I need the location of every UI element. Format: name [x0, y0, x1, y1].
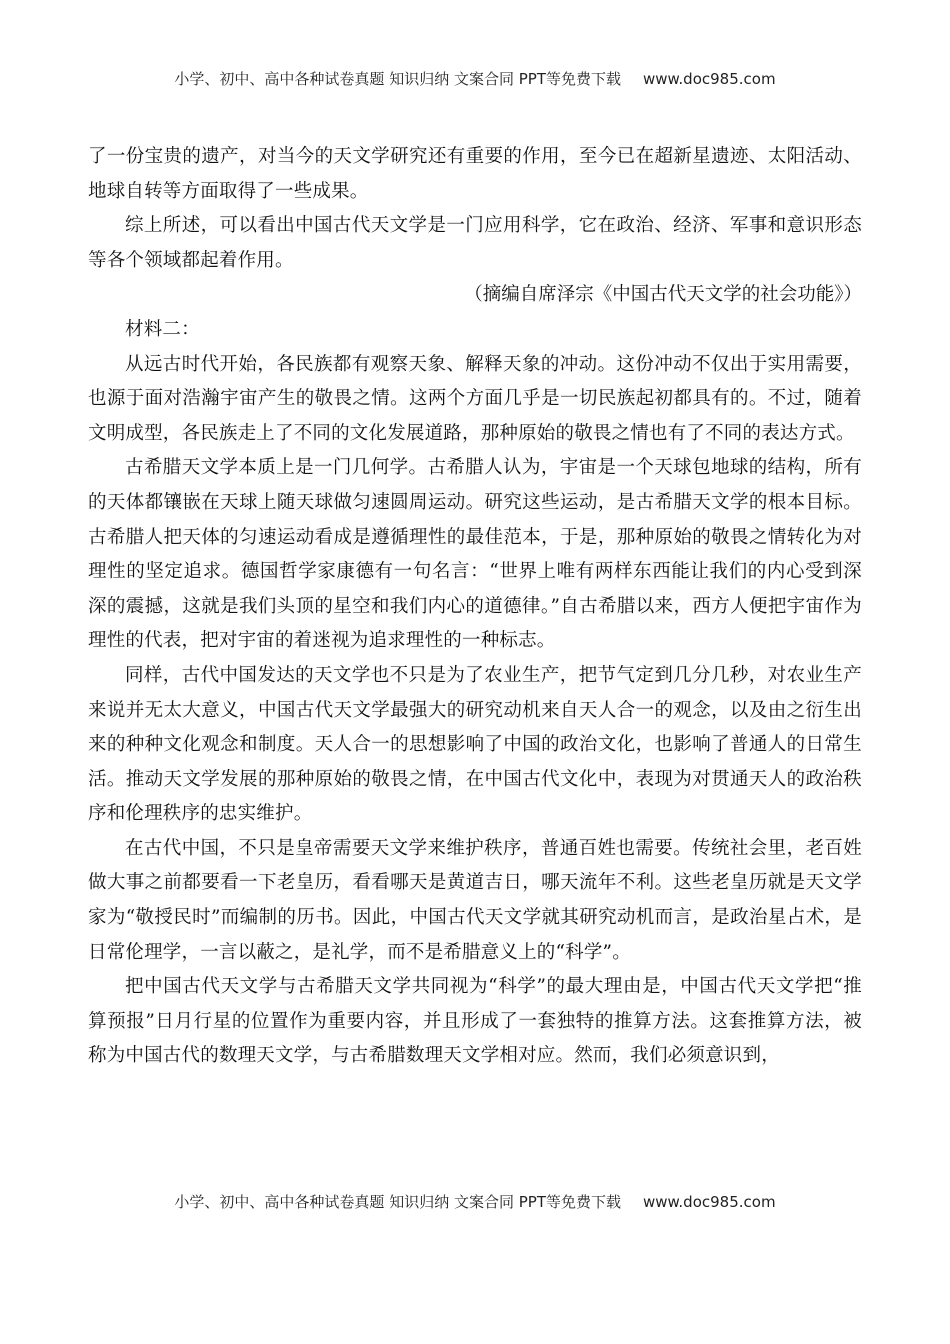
paragraph: 同样，古代中国发达的天文学也不只是为了农业生产，把节气定到几分几秒，对农业生产来说并无太大意义，中国古代天文学最强大的研究动机来自天人合一的观念，以及由之衍生出来的种种文化观念和制度。天人合一的思想影响了中国的政治文化，也影响了普通人的日常生活。推动天文学发展的那种原始的敬畏之情，在中国古代文化中，表现为对贯通天人的政治秩序和伦理秩序的忠实维护。 — [88, 664, 862, 825]
footer-text: 小学、初中、高中各种试卷真题 知识归纳 文案合同 PPT等免费下载 — [174, 1193, 621, 1211]
page-footer — [0, 1191, 950, 1212]
paragraph: 把中国古代天文学与古希腊天文学共同视为“科学”的最大理由是，中国古代天文学把“推算预报”日月行星的位置作为重要内容，并且形成了一套独特的推算方法。这套推算方法，被称为中国古代的数理天文学，与古希腊数理天文学相对应。然而，我们必须意识到， — [88, 976, 862, 1067]
header-text: 小学、初中、高中各种试卷真题 知识归纳 文案合同 PPT等免费下载 — [174, 70, 621, 88]
header-url-link[interactable]: www.doc985.com — [642, 70, 776, 88]
paragraph: 在古代中国，不只是皇帝需要天文学来维护秩序，普通百姓也需要。传统社会里，老百姓做大事之前都要看一下老皇历，看看哪天是黄道吉日，哪天流年不利。这些老皇历就是天文学家为“敬授民时”而编制的历书。因此，中国古代天文学就其研究动机而言，是政治星占术，是日常伦理学，一言以蔽之，是礼学，而不是希腊意义上的“科学”。 — [88, 837, 862, 963]
source-citation: （摘编自席泽宗《中国古代天文学的社会功能》） — [464, 284, 862, 306]
paragraph-summary: 综上所述，可以看出中国古代天文学是一门应用科学，它在政治、经济、军事和意识形态等各个领域都起着作用。 — [88, 215, 862, 271]
footer-url-link[interactable]: www.doc985.com — [642, 1193, 776, 1211]
paragraph: 古希腊天文学本质上是一门几何学。古希腊人认为，宇宙是一个天球包地球的结构，所有的天体都镶嵌在天球上随天球做匀速圆周运动。研究这些运动，是古希腊天文学的根本目标。古希腊人把天体的匀速运动看成是遵循理性的最佳范本，于是，那种原始的敬畏之情转化为对理性的坚定追求。德国哲学家康德有一句名言：“世界上唯有两样东西能让我们的内心受到深深的震撼，这就是我们头顶的星空和我们内心的道德律。”自古希腊以来，西方人便把宇宙作为理性的代表，把对宇宙的着迷视为追求理性的一种标志。 — [88, 457, 862, 652]
section-heading-material-two: 材料二： — [125, 318, 200, 340]
document-body — [88, 140, 862, 1074]
page-header — [0, 68, 950, 89]
paragraph-continuation: 了一份宝贵的遗产，对当今的天文学研究还有重要的作用，至今已在超新星遗迹、太阳活动、地球自转等方面取得了一些成果。 — [88, 146, 862, 202]
paragraph: 从远古时代开始，各民族都有观察天象、解释天象的冲动。这份冲动不仅出于实用需要，也源于面对浩瀚宇宙产生的敬畏之情。这两个方面几乎是一切民族起初都具有的。不过，随着文明成型，各民族走上了不同的文化发展道路，那种原始的敬畏之情也有了不同的表达方式。 — [88, 353, 862, 444]
